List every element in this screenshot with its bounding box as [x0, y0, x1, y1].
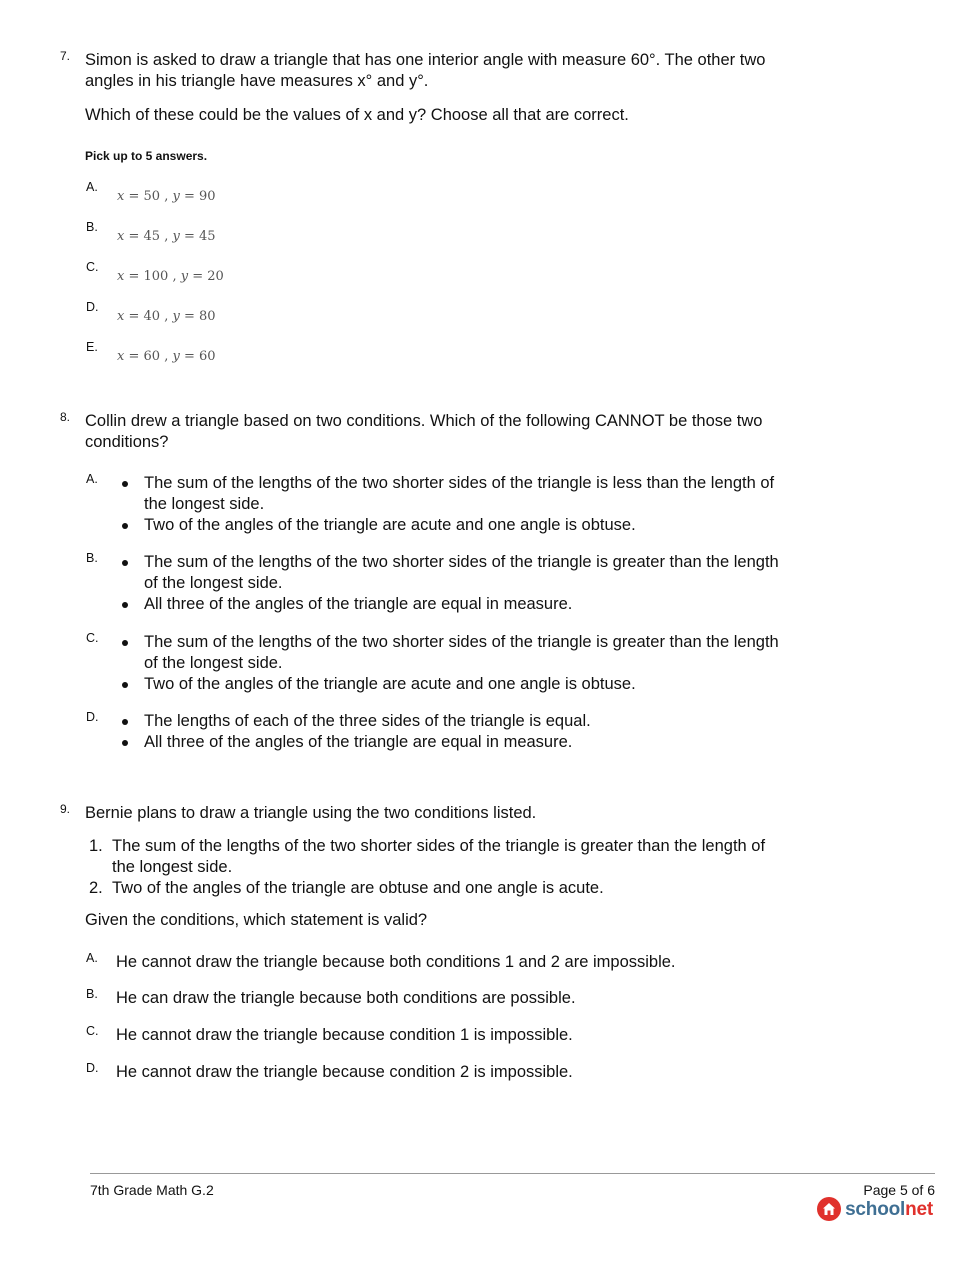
option-math: x = 45 , y = 45 — [117, 229, 216, 244]
stem-text: Collin drew a triangle based on two conditions. Which of the following CANNOT be those two conditions? — [85, 412, 763, 451]
option-bullets — [122, 473, 782, 536]
bullet-item: The sum of the lengths of the two shorter sides of the triangle is less than the length of the longest side. — [122, 473, 782, 515]
answer-instruction: Pick up to 5 answers. — [85, 149, 208, 163]
option-letter: D. — [86, 710, 99, 724]
house-icon — [817, 1197, 841, 1221]
bullet-item: The sum of the lengths of the two shorter sides of the triangle is greater than the length of the longest side. — [122, 632, 782, 674]
option-math: x = 50 , y = 90 — [117, 189, 216, 204]
option-math: x = 100 , y = 20 — [117, 269, 224, 284]
option-letter: A. — [86, 472, 98, 486]
bullet-item: The lengths of each of the three sides of the triangle is equal. — [122, 711, 782, 732]
bullet-item: All three of the angles of the triangle are equal in measure. — [122, 594, 782, 615]
option-text: He can draw the triangle because both conditions are possible. — [116, 989, 576, 1007]
condition-list — [89, 836, 789, 899]
option-bullets — [122, 552, 782, 615]
option-letter: C. — [86, 1024, 99, 1038]
footer-title: 7th Grade Math G.2 — [90, 1182, 214, 1198]
option-letter: D. — [86, 300, 99, 314]
question-stem — [85, 803, 785, 824]
stem-question: Given the conditions, which statement is valid? — [85, 911, 428, 929]
option-text: He cannot draw the triangle because both conditions 1 and 2 are impossible. — [116, 953, 676, 971]
stem-question: Which of these could be the values of x and y? Choose all that are correct. — [85, 106, 629, 124]
logo-text-school: school — [845, 1198, 906, 1220]
schoolnet-logo — [817, 1196, 933, 1222]
option-letter: C. — [86, 631, 99, 645]
question-stem — [85, 411, 785, 453]
question-number: 7. — [60, 49, 71, 63]
stem-text: Bernie plans to draw a triangle using the two conditions listed. — [85, 804, 537, 822]
option-letter: C. — [86, 260, 99, 274]
bullet-item: Two of the angles of the triangle are acute and one angle is obtuse. — [122, 515, 782, 536]
option-math: x = 60 , y = 60 — [117, 349, 216, 364]
option-letter: E. — [86, 340, 98, 354]
question-number: 9. — [60, 802, 71, 816]
option-text: He cannot draw the triangle because condition 2 is impossible. — [116, 1063, 573, 1081]
bullet-item: All three of the angles of the triangle are equal in measure. — [122, 732, 782, 753]
option-letter: B. — [86, 987, 98, 1001]
question-stem — [85, 50, 785, 92]
option-letter: A. — [86, 951, 98, 965]
condition-item: 2. Two of the angles of the triangle are obtuse and one angle is acute. — [89, 879, 604, 897]
option-letter: D. — [86, 1061, 99, 1075]
bullet-item: Two of the angles of the triangle are acute and one angle is obtuse. — [122, 674, 782, 695]
option-letter: B. — [86, 220, 98, 234]
stem-text: Simon is asked to draw a triangle that has one interior angle with measure 60°. The other two angles in his triangle have measures x° and y°. — [85, 51, 766, 90]
option-math: x = 40 , y = 80 — [117, 309, 216, 324]
option-letter: B. — [86, 551, 98, 565]
option-letter: A. — [86, 180, 98, 194]
option-bullets — [122, 632, 782, 695]
condition-item: 1. The sum of the lengths of the two shorter sides of the triangle is greater than the length of the longest side. — [89, 837, 766, 876]
logo-text-net: net — [905, 1198, 933, 1220]
page-number: Page 5 of 6 — [863, 1182, 935, 1198]
footer-divider — [90, 1173, 935, 1174]
question-number: 8. — [60, 410, 71, 424]
bullet-item: The sum of the lengths of the two shorter sides of the triangle is greater than the length of the longest side. — [122, 552, 782, 594]
option-text: He cannot draw the triangle because condition 1 is impossible. — [116, 1026, 573, 1044]
option-bullets — [122, 711, 782, 753]
